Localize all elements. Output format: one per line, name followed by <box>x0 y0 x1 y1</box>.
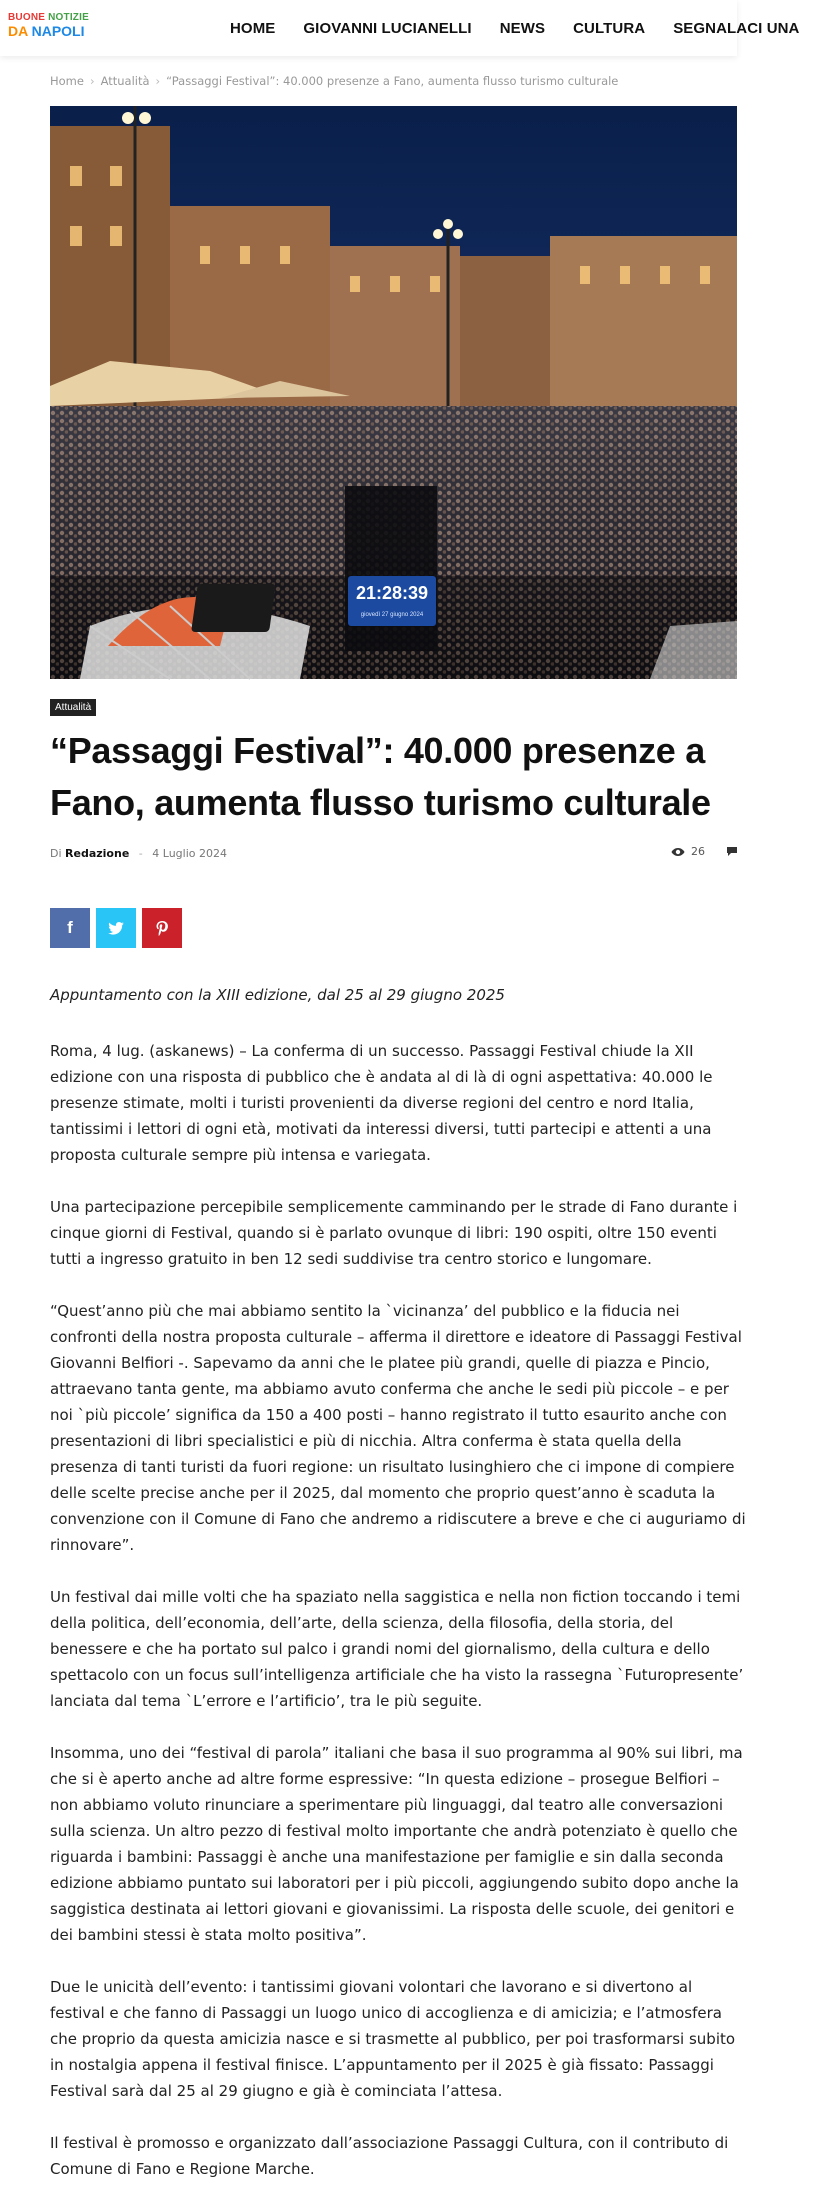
breadcrumb-separator: › <box>89 74 95 88</box>
facebook-share-button[interactable] <box>50 908 90 948</box>
logo-text-napoli: NAPOLI <box>31 23 85 39</box>
article-paragraph: “Quest’anno più che mai abbiamo sentito la `vicinanza’ del pubblico e la fiducia nei confronti della nostra proposta culturale – afferma il direttore e ideatore di Passaggi Festival Giovanni Belfiori -. Sapevamo da anni che le platee più grandi, quelle di piazza e Pincio, attraevano tanta gente, ma abbiamo avuto conferma che anche le sedi più piccole – e per noi `più piccole’ significa da 150 a 400 posti – hanno registrato il tutto esaurito anche con presentazioni di libri specialistici e più di nicchia. Altra conferma è stata quella della presenza di tanti turisti da fuori regione: un risultato lusinghiero che ci impone di compiere delle scelte precise anche per il 2025, dal momento che proprio quest’anno è scaduta la convenzione con il Comune di Fano che andremo a ridiscutere a breve e che ci auguriamo di rinnovare”. <box>50 1302 746 1554</box>
logo-text-da: DA <box>8 23 28 39</box>
article-meta <box>50 847 227 860</box>
breadcrumb-category[interactable]: Attualità <box>100 74 150 88</box>
hero-image <box>50 106 737 679</box>
nav-item-home[interactable]: HOME <box>230 19 276 37</box>
article-paragraph: Roma, 4 lug. (askanews) – La conferma di un successo. Passaggi Festival chiude la XII edizione con una risposta di pubblico che è andata al di là di ogni aspettativa: 40.000 le presenze stimate, molti i turisti provenienti da diverse regioni del centro e nord Italia, tantissimi i lettori di ogni età, motivati da interessi diversi, tutti partecipi e attenti a una proposta culturale sempre più intensa e variegata. <box>50 1042 713 1164</box>
logo-text-buone: BUONE <box>8 12 46 23</box>
article-body <box>50 982 750 2208</box>
article-paragraph: Insomma, uno dei “festival di parola” italiani che basa il suo programma al 90% sui libri, ma che si è aperto anche ad altre forme espressive: “In questa edizione – prosegue Belfiori – non abbiamo voluto rinunciare a sperimentare più linguaggi, dal teatro alle conversazioni sulla scienza. Un altro pezzo di festival molto importante che andrà potenziato è quello che riguarda i bambini: Passaggi è anche una manifestazione per famiglie e sin dalla seconda edizione abbiamo puntato sui laboratori per i più piccoli, aggiungendo subito dopo anche la saggistica destinata ai lettori giovani e giovanissimi. La risposta delle scuole, dei genitori e dei bambini stessi è stata molto positiva”. <box>50 1744 743 1944</box>
site-header <box>0 0 800 56</box>
article-intro: Appuntamento con la XIII edizione, dal 25 al 29 giugno 2025 <box>50 986 505 1004</box>
article-paragraph: Due le unicità dell’evento: i tantissimi giovani volontari che lavorano e si divertono al festival e che fanno di Passaggi un luogo unico di accoglienza e di amicizia; e l’atmosfera che proprio da questa amicizia nasce e si trasmette al pubblico, per poi trasformarsi subito in nostalgia appena il festival finisce. L’appuntamento per il 2025 è già fissato: Passaggi Festival sarà dal 25 al 29 giugno e già è cominciata l’attesa. <box>50 1978 736 2100</box>
meta-separator: - <box>138 847 143 860</box>
breadcrumb-separator: › <box>155 74 161 88</box>
breadcrumb <box>50 74 618 88</box>
nav-item-cultura[interactable]: CULTURA <box>573 19 646 37</box>
byline-prefix: Di <box>50 847 62 860</box>
breadcrumb-current: “Passaggi Festival”: 40.000 presenze a Fano, aumenta flusso turismo culturale <box>166 74 619 88</box>
hero-clock-date: giovedì 27 giugno 2024 <box>360 612 424 618</box>
article-paragraph: Il festival è promosso e organizzato dall’associazione Passaggi Cultura, con il contributo di Comune di Fano e Regione Marche. <box>50 2134 729 2178</box>
festival-crowd-photo <box>50 106 737 679</box>
category-badge[interactable]: Attualità <box>50 699 96 716</box>
logo-text-notizie: NOTIZIE <box>48 12 89 23</box>
twitter-share-button[interactable] <box>96 908 136 948</box>
view-count <box>671 845 705 858</box>
comment-icon[interactable] <box>727 846 737 856</box>
pinterest-share-button[interactable] <box>142 908 182 948</box>
author-link[interactable]: Redazione <box>65 847 130 860</box>
pinterest-icon <box>156 921 168 936</box>
twitter-icon <box>108 922 124 935</box>
hero-clock-time: 21:28:39 <box>355 583 429 603</box>
breadcrumb-home[interactable]: Home <box>50 74 84 88</box>
nav-item-giovanni-lucianelli[interactable]: GIOVANNI LUCIANELLI <box>303 19 472 37</box>
article-date: 4 Luglio 2024 <box>152 847 227 860</box>
site-logo[interactable] <box>8 12 108 44</box>
view-count-value: 26 <box>691 845 705 858</box>
nav-item-news[interactable]: NEWS <box>499 19 546 37</box>
article-title: “Passaggi Festival”: 40.000 presenze a Fano, aumenta flusso turismo culturale <box>50 730 711 823</box>
main-nav <box>230 0 828 56</box>
facebook-icon: f <box>67 918 73 937</box>
eye-icon <box>671 847 685 857</box>
nav-item-segnalaci[interactable]: SEGNALACI UNA <box>673 19 800 37</box>
article-paragraph: Un festival dai mille volti che ha spaziato nella saggistica e nella non fiction toccando i temi della politica, dell’economia, dell’arte, della scienza, della filosofia, della storia, del benessere e che ha portato sul palco i grandi nomi del giornalismo, della cultura e dello spettacolo con un focus sull’intelligenza artificiale che ha visto la rassegna `Futuropresente’ lanciata dal tema `L’errore e l’artificio’, tra le più seguite. <box>50 1588 744 1710</box>
article-paragraph: Una partecipazione percepibile semplicemente camminando per le strade di Fano durante i cinque giorni di Festival, quando si è parlato ovunque di libri: 190 ospiti, oltre 150 eventi tutti a ingresso gratuito in ben 12 sedi suddivise tra centro storico e lungomare. <box>50 1198 738 1268</box>
